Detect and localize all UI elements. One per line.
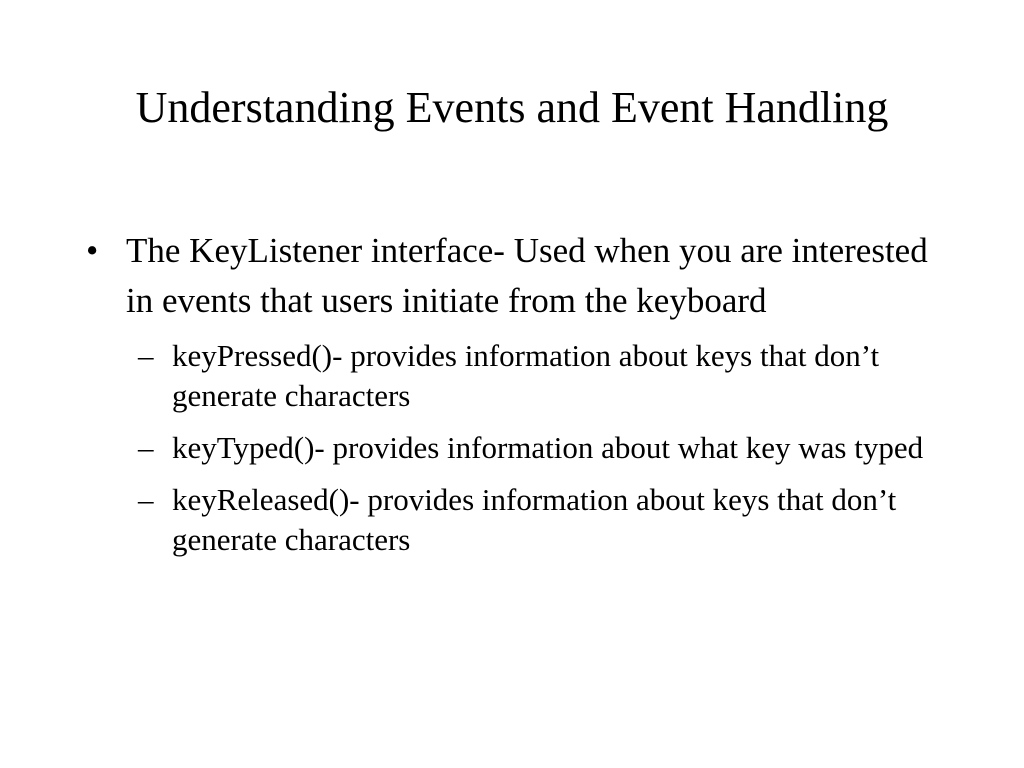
slide-body — [80, 226, 940, 572]
sub-bullet-marker: – — [138, 482, 154, 517]
sub-bullet-item — [80, 428, 940, 468]
sub-bullet-item — [80, 336, 940, 416]
slide-title: Understanding Events and Event Handling — [135, 83, 889, 132]
sub-bullet-item — [80, 480, 940, 560]
sub-bullet-text: keyTyped()- provides information about what key was typed — [172, 430, 924, 465]
sub-bullet-marker: – — [138, 338, 154, 373]
sub-bullet-text: keyPressed()- provides information about keys that don’t generate characters — [172, 338, 880, 413]
sub-bullet-text: keyReleased()- provides information about keys that don’t generate characters — [172, 482, 897, 557]
sub-bullet-marker: – — [138, 430, 154, 465]
bullet-marker: • — [86, 231, 99, 270]
bullet-text: The KeyListener interface- Used when you are interested in events that users initiate from the keyboard — [126, 231, 928, 320]
bullet-item — [80, 226, 940, 326]
